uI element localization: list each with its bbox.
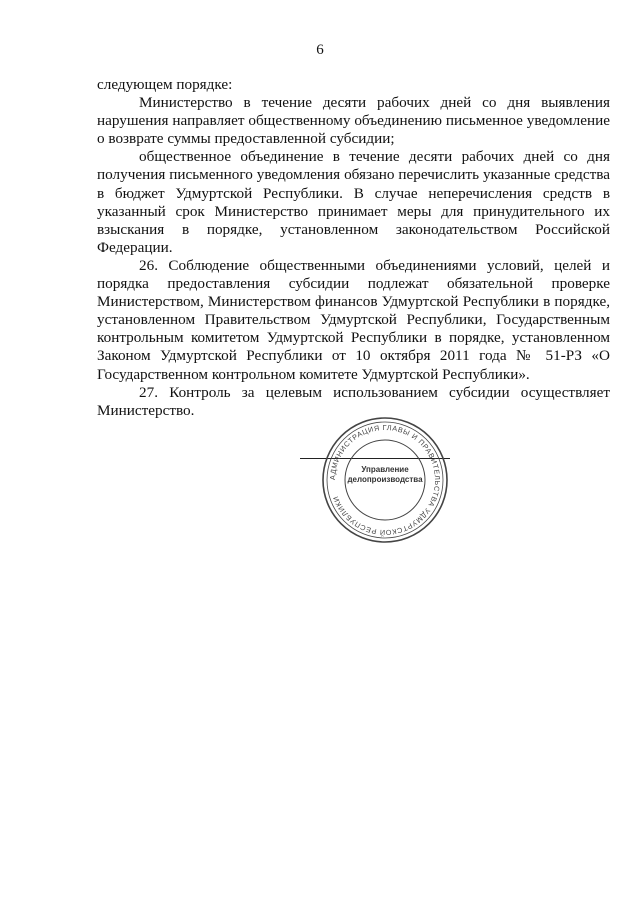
paragraph-association-refund: общественное объединение в течение десяти рабочих дней со дня получения письменного уведомления обязано перечислить указанные средства в бюджет Удмуртской Республики. В случае неперечисления средств в указанный срок Министерство принимает меры для принудительного их взыскания в порядке, установленном законодательством Российской Федерации.	[97, 148, 610, 256]
stamp-center-text	[320, 465, 450, 485]
office-stamp	[320, 415, 450, 545]
stamp-center-line2: делопроизводства	[347, 475, 423, 484]
paragraph-ministry-notice: Министерство в течение десяти рабочих дней со дня выявления нарушения направляет общественному объединению письменное уведомление о возврате суммы предоставленной субсидии;	[97, 94, 610, 148]
paragraph-item-27: 27. Контроль за целевым использованием субсидии осуществляет Министерство.	[97, 383, 610, 419]
paragraph-item-26: 26. Соблюдение общественными объединениями условий, целей и порядка предоставления субсидии подлежат обязательной проверке Министерством, Министерством финансов Удмуртской Республики в порядке, установленном Правительством Удмуртской Республики, Государственным контрольным комитетом Удмуртской Республики в порядке, установленном Законом Удмуртской Республики от 10 октября 2011 года № 51-РЗ «О Государственном контрольном комитете Удмуртской Республики».	[97, 256, 610, 383]
stamp-ring-text: АДМИНИСТРАЦИЯ ГЛАВЫ И ПРАВИТЕЛЬСТВА УДМУРТСКОЙ РЕСПУБЛИКИ	[327, 422, 443, 538]
document-body	[97, 76, 610, 420]
stamp-center-line1: Управление	[361, 465, 409, 474]
page-number: 6	[316, 42, 324, 58]
paragraph-continuation: следующем порядке:	[97, 76, 233, 93]
